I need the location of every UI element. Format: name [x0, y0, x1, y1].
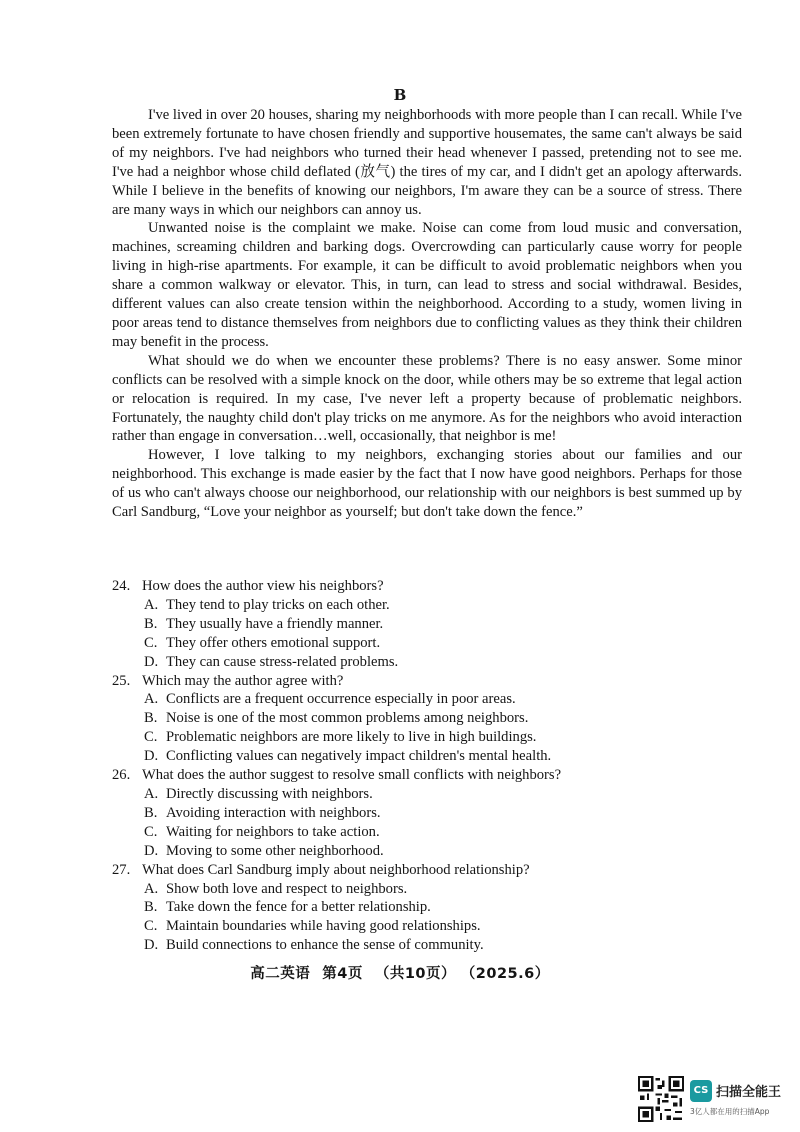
- question-number: 26.: [112, 767, 131, 784]
- question-number: 25.: [112, 672, 131, 689]
- option-letter: C.: [144, 634, 158, 651]
- option-b: [112, 615, 742, 634]
- option-text: They can cause stress-related problems.: [166, 653, 399, 670]
- option-d: [112, 653, 742, 672]
- question-list: [112, 577, 742, 955]
- question-text: Which may the author agree with?: [142, 672, 344, 689]
- option-d: [112, 936, 742, 955]
- option-letter: D.: [144, 653, 159, 670]
- option-letter: C.: [144, 918, 158, 935]
- option-letter: B.: [144, 710, 158, 727]
- option-text: They usually have a friendly manner.: [166, 615, 384, 632]
- passage-paragraph-3: What should we do when we encounter these problems? There is no easy answer. Some minor conflicts can be resolved with a simple knock on the door, while others may be so extreme that legal action or relocation is required. In my case, I've never left a property because of problematic neighbors. Fortunately, the naughty child don't play tricks on me anymore. As for the neighbors who avoid interaction rather than engage in conversation…well, occasionally, that neighbor is me!: [112, 352, 742, 445]
- option-c: [112, 917, 742, 936]
- option-letter: B.: [144, 899, 158, 916]
- reading-passage: [112, 106, 742, 522]
- option-text: Take down the fence for a better relationship.: [166, 899, 431, 916]
- passage-paragraph-1: I've lived in over 20 houses, sharing my neighborhoods with more people than I can recall. While I've been extremely fortunate to have chosen friendly and supportive housemates, the same can't always be said of my neighbors. I've had neighbors who turned their head whenever I passed, pretending not to see me. I've had a neighbor whose child deflated (放气) the tires of my car, and I didn't get an apology afterwards. While I believe in the benefits of knowing our neighbors, I'm aware they can be a source of stress. There are many ways in which our neighbors can annoy us.: [112, 107, 742, 218]
- passage-paragraph-2: Unwanted noise is the complaint we make. Noise can come from loud music and conversation, machines, screaming children and barking dogs. Overcrowding can particularly cause worry for people living in high-rise apartments. For example, it can be difficult to avoid problematic neighbors when you share a common walkway or elevator. This, in turn, can lead to stress and social withdrawal. Besides, different values can also create tension within the neighborhood. According to a study, women living in poor areas tend to distance themselves from neighbors due to conflicting values as they think their children may benefit in the process.: [112, 220, 742, 350]
- option-text: Build connections to enhance the sense of community.: [166, 937, 484, 954]
- footer-page: 第4页: [322, 966, 363, 982]
- option-a: [112, 880, 742, 899]
- option-b: [112, 804, 742, 823]
- watermark-brand: 扫描全能王: [716, 1085, 782, 1100]
- option-letter: A.: [144, 691, 159, 708]
- question-stem: [112, 861, 742, 880]
- question-25: [112, 672, 742, 767]
- option-a: [112, 785, 742, 804]
- option-c: [112, 728, 742, 747]
- option-text: Noise is one of the most common problems among neighbors.: [166, 710, 529, 727]
- option-letter: D.: [144, 842, 159, 859]
- option-d: [112, 842, 742, 861]
- section-heading: B: [393, 86, 407, 104]
- option-letter: D.: [144, 748, 159, 765]
- option-letter: D.: [144, 937, 159, 954]
- option-text: Moving to some other neighborhood.: [166, 842, 384, 859]
- option-b: [112, 709, 742, 728]
- option-text: Conflicting values can negatively impact children's mental health.: [166, 748, 552, 765]
- watermark-slogan: 3亿人都在用的扫描App: [690, 1107, 770, 1116]
- footer-total: （共10页）: [374, 966, 457, 982]
- option-c: [112, 634, 742, 653]
- page-footer: [0, 962, 800, 983]
- question-number: 24.: [112, 578, 131, 594]
- option-b: [112, 898, 742, 917]
- option-text: They tend to play tricks on each other.: [166, 596, 390, 613]
- question-24: [112, 577, 742, 672]
- option-a: [112, 596, 742, 615]
- option-text: Maintain boundaries while having good relationships.: [166, 918, 481, 935]
- option-c: [112, 823, 742, 842]
- option-letter: C.: [144, 823, 158, 840]
- option-letter: A.: [144, 880, 159, 897]
- question-text: How does the author view his neighbors?: [142, 578, 384, 594]
- option-d: [112, 747, 742, 766]
- option-a: [112, 690, 742, 709]
- option-letter: A.: [144, 785, 159, 802]
- option-letter: B.: [144, 615, 158, 632]
- question-stem: [112, 766, 742, 785]
- question-number: 27.: [112, 861, 131, 878]
- question-27: [112, 861, 742, 956]
- option-text: Directly discussing with neighbors.: [166, 785, 373, 802]
- passage-paragraph-4: However, I love talking to my neighbors, exchanging stories about our families and our neighborhood. This exchange is made easier by the fact that I now have good neighbors. Perhaps for those of us who can't always choose our neighborhood, our relationship with our neighbors is best summed up by Carl Sandburg, “Love your neighbor as yourself; but don't take down the fence.”: [112, 447, 742, 521]
- option-text: Show both love and respect to neighbors.: [166, 880, 408, 897]
- footer-date: （2025.6）: [468, 966, 550, 982]
- option-text: Problematic neighbors are more likely to live in high buildings.: [166, 729, 537, 746]
- option-letter: C.: [144, 729, 158, 746]
- question-text: What does Carl Sandburg imply about neighborhood relationship?: [142, 861, 530, 878]
- option-text: Conflicts are a frequent occurrence especially in poor areas.: [166, 691, 516, 708]
- question-stem: [112, 577, 742, 596]
- question-stem: [112, 672, 742, 691]
- option-text: They offer others emotional support.: [166, 634, 381, 651]
- option-letter: B.: [144, 804, 158, 821]
- option-text: Avoiding interaction with neighbors.: [166, 804, 381, 821]
- option-letter: A.: [144, 596, 159, 613]
- footer-subject: 高二英语: [250, 966, 311, 982]
- question-text: What does the author suggest to resolve small conflicts with neighbors?: [142, 767, 562, 784]
- question-26: [112, 766, 742, 861]
- qr-code-icon: [638, 1076, 684, 1122]
- camscanner-logo-icon: CS: [690, 1080, 712, 1102]
- option-text: Waiting for neighbors to take action.: [166, 823, 380, 840]
